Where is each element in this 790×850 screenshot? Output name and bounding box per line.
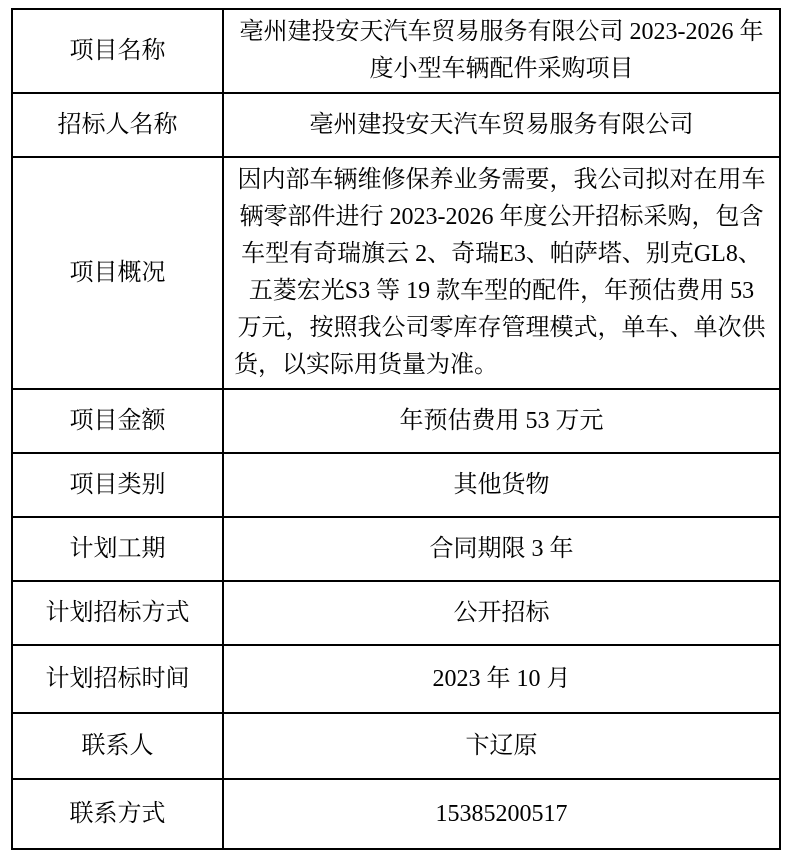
row-label: 联系方式: [12, 779, 223, 849]
row-label: 招标人名称: [12, 93, 223, 157]
row-tenderer-name: [12, 93, 780, 157]
row-label: 项目类别: [12, 453, 223, 517]
row-project-name: [12, 9, 780, 93]
row-project-category: [12, 453, 780, 517]
row-value: 2023 年 10 月: [223, 645, 780, 713]
row-contact-phone: [12, 779, 780, 849]
row-label: 项目名称: [12, 9, 223, 93]
row-value: 因内部车辆维修保养业务需要，我公司拟对在用车辆零部件进行 2023-2026 年度公开招标采购，包含车型有奇瑞旗云 2、奇瑞E3、帕萨塔、别克GL8、五菱宏光S3 等 19 款车型的配件，年预估费用 53 万元，按照我公司零库存管理模式，单车、单次供货，以实际用货量为准。: [223, 157, 780, 389]
row-value: 亳州建投安天汽车贸易服务有限公司 2023-2026 年度小型车辆配件采购项目: [223, 9, 780, 93]
row-tender-time: [12, 645, 780, 713]
row-label: 项目概况: [12, 157, 223, 389]
row-tender-method: [12, 581, 780, 645]
row-label: 计划招标方式: [12, 581, 223, 645]
row-label: 联系人: [12, 713, 223, 779]
row-project-overview: [12, 157, 780, 389]
row-project-amount: [12, 389, 780, 453]
row-value: 年预估费用 53 万元: [223, 389, 780, 453]
project-info-table: [11, 8, 781, 850]
row-value: 其他货物: [223, 453, 780, 517]
row-contact-person: [12, 713, 780, 779]
row-value: 亳州建投安天汽车贸易服务有限公司: [223, 93, 780, 157]
row-label: 计划招标时间: [12, 645, 223, 713]
row-value: 公开招标: [223, 581, 780, 645]
row-planned-duration: [12, 517, 780, 581]
row-label: 计划工期: [12, 517, 223, 581]
row-value: 合同期限 3 年: [223, 517, 780, 581]
row-label: 项目金额: [12, 389, 223, 453]
row-value: 卞辽原: [223, 713, 780, 779]
row-value: 15385200517: [223, 779, 780, 849]
